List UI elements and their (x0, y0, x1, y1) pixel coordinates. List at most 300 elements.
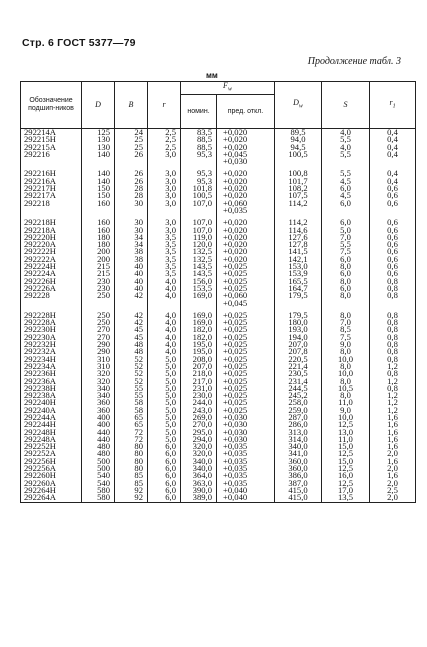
cell-B: 42 (115, 292, 148, 299)
cell-D: 230 (82, 285, 115, 292)
cell-Fw-deviation: +0,025 (217, 341, 275, 348)
cell-Fw-nominal: 269,0 (181, 414, 217, 421)
cell-S: 5,5 (322, 151, 370, 158)
cell-r: 4,0 (148, 312, 181, 319)
cell-Dw: 340,0 (275, 443, 322, 450)
cell-D: 480 (82, 443, 115, 450)
cell-r: 2,5 (148, 136, 181, 143)
cell-S: 6,0 (322, 256, 370, 263)
cell-D: 140 (82, 178, 115, 185)
cell-B: 45 (115, 334, 148, 341)
cell-Fw-nominal: 364,0 (181, 472, 217, 479)
table-row (21, 385, 416, 392)
cell-r: 5,0 (148, 392, 181, 399)
column-header-designation: Обозначение подшип-ников (21, 82, 82, 129)
cell-D: 400 (82, 421, 115, 428)
cell-D: 140 (82, 170, 115, 177)
table-row (21, 370, 416, 377)
cell-S: 12,5 (322, 465, 370, 472)
cell-Fw-nominal: 295,0 (181, 429, 217, 436)
cell-r1: 0,4 (370, 144, 416, 151)
cell-r1 (370, 158, 416, 165)
cell-B: 45 (115, 326, 148, 333)
cell-Dw: 94,5 (275, 144, 322, 151)
table-row (21, 378, 416, 385)
cell-Fw-deviation: +0,020 (217, 178, 275, 185)
cell-designation: 292222А (21, 256, 82, 263)
cell-Fw-nominal (181, 207, 217, 214)
cell-S: 12,5 (322, 421, 370, 428)
table-row (21, 144, 416, 151)
cell-D: 230 (82, 278, 115, 285)
cell-S: 10,0 (322, 370, 370, 377)
cell-r1: 0,4 (370, 170, 416, 177)
column-header-nominal: номин. (181, 95, 217, 129)
cell-Fw-nominal: 389,0 (181, 494, 217, 502)
table-row (21, 241, 416, 248)
cell-Dw: 114,2 (275, 219, 322, 226)
column-header-Fw (181, 82, 275, 95)
cell-B: 40 (115, 278, 148, 285)
cell-D: 310 (82, 356, 115, 363)
cell-designation: 292218А (21, 227, 82, 234)
cell-r1: 1,2 (370, 363, 416, 370)
cell-S: 8,0 (322, 378, 370, 385)
cell-Fw-nominal: 340,0 (181, 465, 217, 472)
cell-r (148, 207, 181, 214)
cell-S: 6,0 (322, 200, 370, 207)
table-row (21, 465, 416, 472)
cell-Fw-nominal: 182,0 (181, 334, 217, 341)
cell-r: 5,0 (148, 356, 181, 363)
column-header-B: B (115, 82, 148, 129)
cell-Fw-deviation: +0,025 (217, 385, 275, 392)
cell-B: 48 (115, 348, 148, 355)
cell-Dw: 179,5 (275, 312, 322, 319)
cell-Fw-deviation: +0,035 (217, 443, 275, 450)
column-header-deviation: пред. откл. (217, 95, 275, 129)
cell-r1: 1,6 (370, 436, 416, 443)
table-row (21, 263, 416, 270)
cell-S: 7,5 (322, 248, 370, 255)
cell-r (148, 300, 181, 307)
cell-designation: 292218 (21, 200, 82, 207)
cell-Fw-deviation: +0,035 (217, 207, 275, 214)
table-row (21, 151, 416, 158)
cell-Dw (275, 207, 322, 214)
cell-r: 5,0 (148, 378, 181, 385)
cell-r1: 0,4 (370, 151, 416, 158)
cell-D: 290 (82, 341, 115, 348)
cell-B: 55 (115, 392, 148, 399)
cell-D: 130 (82, 136, 115, 143)
cell-B: 55 (115, 385, 148, 392)
cell-S: 8,0 (322, 392, 370, 399)
cell-D: 160 (82, 200, 115, 207)
cell-designation (21, 300, 82, 307)
cell-S: 5,5 (322, 241, 370, 248)
table-row (21, 285, 416, 292)
cell-r1: 0,8 (370, 326, 416, 333)
cell-B: 52 (115, 356, 148, 363)
cell-r1: 0,4 (370, 178, 416, 185)
cell-D: 150 (82, 185, 115, 192)
cell-r1: 1,2 (370, 392, 416, 399)
table-row (21, 278, 416, 285)
cell-D: 270 (82, 334, 115, 341)
cell-Dw: 245,2 (275, 392, 322, 399)
cell-r1: 0,8 (370, 370, 416, 377)
cell-D (82, 300, 115, 307)
cell-Fw-nominal: 182,0 (181, 326, 217, 333)
cell-designation: 292217А (21, 192, 82, 199)
cell-designation: 292217Н (21, 185, 82, 192)
cell-designation: 292216 (21, 151, 82, 158)
cell-Fw-deviation: +0,020 (217, 219, 275, 226)
cell-Fw-nominal: 120,0 (181, 241, 217, 248)
table-row (21, 129, 416, 137)
cell-Fw-deviation: +0,025 (217, 270, 275, 277)
cell-Fw-nominal: 153,5 (181, 285, 217, 292)
cell-B: 80 (115, 465, 148, 472)
cell-r1: 0,6 (370, 263, 416, 270)
cell-r: 5,0 (148, 363, 181, 370)
table-row (21, 136, 416, 143)
cell-S: 8,0 (322, 278, 370, 285)
cell-designation: 292224А (21, 270, 82, 277)
cell-r1: 1,2 (370, 378, 416, 385)
cell-D: 440 (82, 429, 115, 436)
cell-Dw: 207,8 (275, 348, 322, 355)
column-header-S: S (322, 82, 370, 129)
cell-D: 215 (82, 270, 115, 277)
cell-D: 215 (82, 263, 115, 270)
table-row (21, 227, 416, 234)
cell-Fw-nominal: 107,0 (181, 219, 217, 226)
cell-r: 3,0 (148, 185, 181, 192)
cell-S: 12,5 (322, 480, 370, 487)
cell-Fw-deviation: +0,025 (217, 285, 275, 292)
cell-Fw-deviation: +0,040 (217, 487, 275, 494)
cell-Dw: 114,6 (275, 227, 322, 234)
cell-designation: 292232А (21, 348, 82, 355)
cell-B: 30 (115, 200, 148, 207)
cell-B: 80 (115, 450, 148, 457)
cell-S: 10,0 (322, 414, 370, 421)
cell-designation: 292226А (21, 285, 82, 292)
cell-Dw: 258,0 (275, 399, 322, 406)
cell-D: 180 (82, 241, 115, 248)
table-row (21, 334, 416, 341)
cell-Fw-deviation: +0,020 (217, 192, 275, 199)
units-label: мм (206, 71, 218, 80)
column-header-Dw-subscript: w (298, 103, 303, 110)
cell-S: 7,0 (322, 234, 370, 241)
cell-D: 250 (82, 312, 115, 319)
cell-r: 4,0 (148, 341, 181, 348)
cell-r1: 2,0 (370, 494, 416, 502)
cell-r1: 1,2 (370, 407, 416, 414)
cell-Fw-nominal: 169,0 (181, 292, 217, 299)
cell-Fw-deviation: +0,025 (217, 312, 275, 319)
table-continuation-label: Продолжение табл. 3 (307, 56, 401, 67)
cell-S: 9,0 (322, 341, 370, 348)
cell-Fw-nominal: 119,0 (181, 234, 217, 241)
cell-D: 440 (82, 436, 115, 443)
cell-r1: 0,8 (370, 292, 416, 299)
cell-D: 130 (82, 144, 115, 151)
cell-designation: 292215Н (21, 136, 82, 143)
cell-r1: 1,6 (370, 443, 416, 450)
cell-designation: 292244Н (21, 421, 82, 428)
cell-designation: 292256Н (21, 458, 82, 465)
cell-S (322, 300, 370, 307)
cell-Dw: 153,0 (275, 263, 322, 270)
cell-B: 42 (115, 319, 148, 326)
cell-r1: 0,8 (370, 334, 416, 341)
cell-S (322, 158, 370, 165)
cell-r: 4,0 (148, 292, 181, 299)
column-header-r1-subscript: 1 (392, 103, 396, 110)
cell-B (115, 158, 148, 165)
cell-designation: 292222Н (21, 248, 82, 255)
cell-Dw: 100,5 (275, 151, 322, 158)
cell-r: 6,0 (148, 487, 181, 494)
cell-r1: 0,4 (370, 129, 416, 137)
cell-r: 3,5 (148, 241, 181, 248)
table-row (21, 429, 416, 436)
cell-r: 4,0 (148, 326, 181, 333)
cell-r: 2,5 (148, 144, 181, 151)
cell-S (322, 207, 370, 214)
cell-Fw-deviation: +0,025 (217, 407, 275, 414)
cell-D: 540 (82, 480, 115, 487)
cell-designation: 292215А (21, 144, 82, 151)
cell-r: 5,0 (148, 399, 181, 406)
cell-B: 85 (115, 480, 148, 487)
cell-r1: 2,0 (370, 465, 416, 472)
table-row (21, 480, 416, 487)
cell-r: 3,5 (148, 256, 181, 263)
cell-Dw: 89,5 (275, 129, 322, 137)
cell-D: 200 (82, 248, 115, 255)
cell-Dw: 220,5 (275, 356, 322, 363)
table-row (21, 270, 416, 277)
cell-S: 5,5 (322, 136, 370, 143)
cell-S: 11,0 (322, 436, 370, 443)
cell-r1: 0,8 (370, 341, 416, 348)
cell-S: 8,0 (322, 292, 370, 299)
bearing-table-body (21, 129, 416, 503)
cell-r1: 2,5 (370, 487, 416, 494)
cell-designation: 292234А (21, 363, 82, 370)
cell-designation: 292220А (21, 241, 82, 248)
cell-designation (21, 158, 82, 165)
table-row (21, 436, 416, 443)
table-row (21, 207, 416, 214)
cell-Fw-nominal: 217,0 (181, 378, 217, 385)
cell-designation: 292220Н (21, 234, 82, 241)
cell-Dw: 314,0 (275, 436, 322, 443)
cell-Fw-deviation: +0,020 (217, 227, 275, 234)
cell-D: 400 (82, 414, 115, 421)
cell-Dw: 165,5 (275, 278, 322, 285)
cell-Fw-nominal: 208,0 (181, 356, 217, 363)
cell-designation: 292232Н (21, 341, 82, 348)
table-row (21, 234, 416, 241)
cell-B: 65 (115, 414, 148, 421)
cell-B: 38 (115, 248, 148, 255)
table-row (21, 414, 416, 421)
cell-S: 5,0 (322, 227, 370, 234)
cell-r1: 0,6 (370, 234, 416, 241)
cell-Fw-nominal: 207,0 (181, 363, 217, 370)
cell-S: 15,0 (322, 443, 370, 450)
cell-Dw: 387,0 (275, 480, 322, 487)
cell-Fw-nominal: 132,5 (181, 256, 217, 263)
cell-r1: 0,8 (370, 285, 416, 292)
cell-S: 6,0 (322, 270, 370, 277)
table-row (21, 248, 416, 255)
cell-Fw-nominal: 390,0 (181, 487, 217, 494)
cell-r: 4,0 (148, 319, 181, 326)
cell-B: 72 (115, 429, 148, 436)
cell-Fw-deviation: +0,030 (217, 158, 275, 165)
cell-Dw: 108,2 (275, 185, 322, 192)
cell-Fw-nominal: 270,0 (181, 421, 217, 428)
cell-Fw-deviation: +0,025 (217, 363, 275, 370)
cell-r1: 0,8 (370, 348, 416, 355)
cell-r: 3,0 (148, 151, 181, 158)
cell-S: 13,0 (322, 429, 370, 436)
cell-r1: 0,8 (370, 356, 416, 363)
cell-S: 6,0 (322, 285, 370, 292)
cell-B: 42 (115, 312, 148, 319)
cell-r (148, 158, 181, 165)
cell-Fw-deviation: +0,025 (217, 263, 275, 270)
table-row (21, 363, 416, 370)
cell-D: 340 (82, 392, 115, 399)
cell-r1: 1,2 (370, 399, 416, 406)
cell-S: 7,0 (322, 319, 370, 326)
cell-B: 52 (115, 363, 148, 370)
cell-B: 65 (115, 421, 148, 428)
table-row (21, 458, 416, 465)
cell-Fw-deviation: +0,030 (217, 429, 275, 436)
cell-Fw-nominal: 88,5 (181, 144, 217, 151)
cell-designation: 292256А (21, 465, 82, 472)
column-header-r: r (148, 82, 181, 129)
cell-designation: 292228А (21, 319, 82, 326)
cell-r1: 0,6 (370, 227, 416, 234)
cell-r: 5,0 (148, 429, 181, 436)
cell-Dw: 360,0 (275, 465, 322, 472)
cell-S: 15,0 (322, 458, 370, 465)
cell-D: 480 (82, 450, 115, 457)
cell-r1: 1,6 (370, 429, 416, 436)
cell-designation: 292244А (21, 414, 82, 421)
cell-Fw-deviation: +0,025 (217, 278, 275, 285)
cell-Fw-nominal: 320,0 (181, 450, 217, 457)
cell-r: 5,0 (148, 414, 181, 421)
cell-r1: 0,6 (370, 256, 416, 263)
table-row (21, 158, 416, 165)
column-header-Fw-letter: F (223, 81, 228, 91)
table-row (21, 399, 416, 406)
cell-Fw-deviation: +0,025 (217, 319, 275, 326)
cell-Fw-deviation: +0,030 (217, 436, 275, 443)
cell-Fw-deviation: +0,025 (217, 326, 275, 333)
cell-designation: 292240А (21, 407, 82, 414)
cell-D: 160 (82, 227, 115, 234)
cell-Dw: 127,6 (275, 234, 322, 241)
cell-D: 250 (82, 319, 115, 326)
cell-Fw-nominal: 107,0 (181, 200, 217, 207)
table-row (21, 341, 416, 348)
cell-Fw-deviation: +0,035 (217, 465, 275, 472)
cell-B: 28 (115, 192, 148, 199)
cell-r: 5,0 (148, 407, 181, 414)
cell-Fw-deviation: +0,020 (217, 170, 275, 177)
cell-B: 34 (115, 241, 148, 248)
cell-r: 5,0 (148, 385, 181, 392)
cell-Dw: 286,0 (275, 421, 322, 428)
cell-r: 2,5 (148, 129, 181, 137)
cell-designation: 292240Н (21, 399, 82, 406)
cell-S: 16,0 (322, 472, 370, 479)
cell-S: 8,5 (322, 326, 370, 333)
cell-D: 140 (82, 151, 115, 158)
cell-B: 30 (115, 219, 148, 226)
cell-B: 92 (115, 494, 148, 502)
cell-D: 160 (82, 219, 115, 226)
cell-B: 34 (115, 234, 148, 241)
cell-Fw-nominal: 195,0 (181, 348, 217, 355)
cell-D: 310 (82, 363, 115, 370)
cell-r1: 0,8 (370, 319, 416, 326)
cell-D (82, 158, 115, 165)
cell-designation: 292216Н (21, 170, 82, 177)
cell-Dw: 127,8 (275, 241, 322, 248)
cell-S: 12,5 (322, 450, 370, 457)
cell-Fw-deviation: +0,030 (217, 414, 275, 421)
cell-D: 150 (82, 192, 115, 199)
table-row (21, 392, 416, 399)
cell-Fw-deviation: +0,040 (217, 494, 275, 502)
cell-B: 80 (115, 458, 148, 465)
cell-D: 290 (82, 348, 115, 355)
table-row (21, 256, 416, 263)
table-row (21, 300, 416, 307)
cell-Fw-deviation: +0,020 (217, 234, 275, 241)
cell-Fw-deviation: +0,030 (217, 421, 275, 428)
cell-designation: 292228 (21, 292, 82, 299)
cell-Dw: 142,1 (275, 256, 322, 263)
cell-Dw: 100,8 (275, 170, 322, 177)
cell-r: 3,0 (148, 170, 181, 177)
cell-r1: 2,0 (370, 480, 416, 487)
cell-Fw-deviation: +0,025 (217, 356, 275, 363)
cell-r: 6,0 (148, 450, 181, 457)
cell-r1: 0,8 (370, 278, 416, 285)
cell-r: 3,5 (148, 263, 181, 270)
column-header-D: D (82, 82, 115, 129)
cell-r: 4,0 (148, 348, 181, 355)
cell-Fw-deviation: +0,020 (217, 144, 275, 151)
cell-Fw-nominal: 230,0 (181, 392, 217, 399)
cell-S: 6,0 (322, 219, 370, 226)
cell-designation: 292216А (21, 178, 82, 185)
